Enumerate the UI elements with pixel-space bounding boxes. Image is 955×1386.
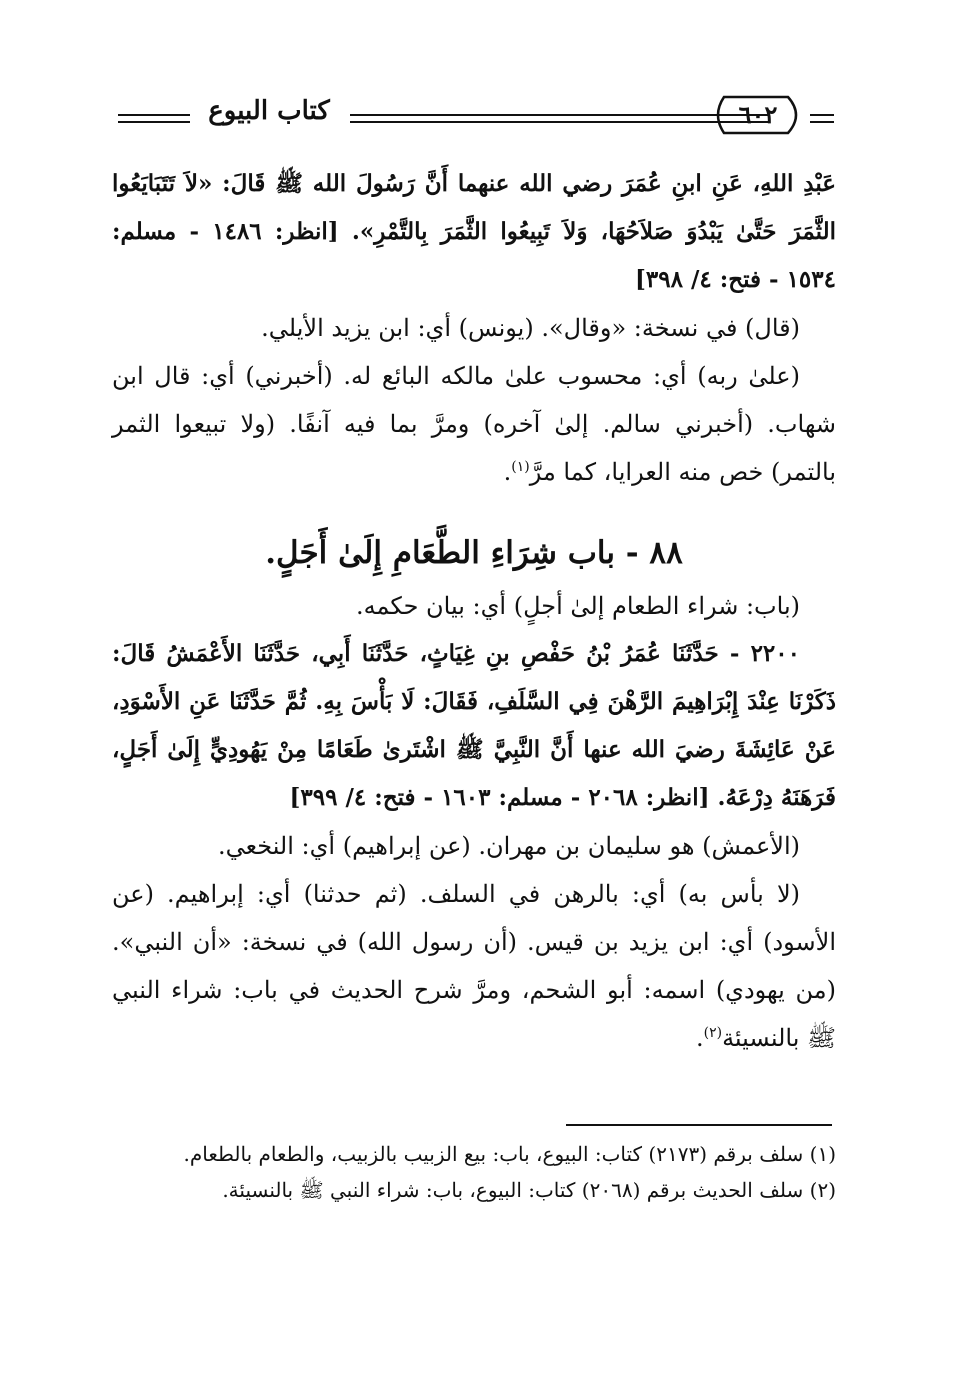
footnote-separator <box>566 1124 832 1126</box>
commentary-paragraph <box>112 352 836 496</box>
commentary-paragraph <box>112 870 836 1062</box>
main-text <box>112 160 836 1062</box>
commentary-end: . <box>695 1024 704 1052</box>
commentary-end: . <box>503 458 512 486</box>
running-header <box>118 92 834 142</box>
header-rule-left <box>118 114 190 123</box>
header-rule-right <box>810 114 834 123</box>
chapter-commentary: (باب: شراء الطعام إلىٰ أجلٍ) أي: بيان حكمه. <box>355 592 800 620</box>
footnote-1: (١) سلف برقم (٢١٧٣) كتاب: البيوع، باب: بيع الزبيب بالزبيب، والطعام بالطعام. <box>183 1142 836 1166</box>
header-rule-middle <box>350 114 770 123</box>
page-number: ٦٠٢ <box>738 100 778 129</box>
commentary-text: (لا بأس به) أي: بالرهن في السلف. (ثم حدثنا) أي: إبراهيم. (عن الأسود) أي: ابن يزيد بن قيس. (أن رسول الله) في نسخة: «أن النبي». (من يهودي) اسمه: أبو الشحم، ومرَّ شرح الحديث في باب: شراء النبي ﷺ بالنسيئة <box>112 880 836 1052</box>
header-title: كتاب البيوع <box>208 96 330 126</box>
hadith-text-continuation: عَبْدِ اللهِ، عَنِ ابنِ عُمَرَ رضي الله عنهما أَنَّ رَسُولَ الله ﷺ قَالَ: «لاَ تَتَبَايَعُوا الثَّمَرَ حَتَّىٰ يَبْدُوَ صَلاَحُهَا، وَلاَ تَبِيعُوا الثَّمَرَ بِالتَّمْرِ». [انظر: ١٤٨٦ - مسلم: ١٥٣٤ - فتح: ٤/ ٣٩٨] <box>112 170 836 293</box>
page-number-frame <box>710 94 806 136</box>
commentary-text: (علىٰ ربه) أي: محسوب علىٰ مالكه البائع له. (أخبرني) أي: قال ابن شهاب. (أخبرني سالم. إلىٰ آخره) ومرَّ بما فيه آنفًا. (ولا تبيعوا الثمر بالتمر) خص منه العرايا، كما مرَّ <box>112 362 836 486</box>
footnote-marker: (٢) <box>703 1025 723 1041</box>
footnote-2: (٢) سلف الحديث برقم (٢٠٦٨) كتاب: البيوع، باب: شراء النبي ﷺ بالنسيئة. <box>222 1178 836 1202</box>
commentary-paragraph: (الأعمش) هو سليمان بن مهران. (عن إبراهيم) أي: النخعي. <box>217 832 800 860</box>
chapter-heading: ٨٨ - باب شِرَاءِ الطَّعَامِ إِلَىٰ أَجَلٍ. <box>265 535 683 571</box>
footnote-marker: (١) <box>511 459 530 475</box>
hadith-text: ٢٢٠٠ - حَدَّثَنَا عُمَرُ بْنُ حَفْصِ بنِ غِيَاثٍ، حَدَّثَنَا أَبِي، حَدَّثَنَا الأَعْمَشُ قَالَ: ذَكَرْنَا عِنْدَ إِبْرَاهِيمَ الرَّهْنَ فِي السَّلَفِ، فَقَالَ: لَا بَأْسَ بِهِ. ثُمَّ حَدَّثَنَا عَنِ الأَسْوَدِ، عَنْ عَائِشَةَ رضيَ الله عنها أَنَّ النَّبِيَّ ﷺ اشْتَرىٰ طَعَامًا مِنْ يَهُودِيٍّ إِلَىٰ أَجَلٍ، فَرَهَنَهُ دِرْعَهُ. [انظر: ٢٠٦٨ - مسلم: ١٦٠٣ - فتح: ٤/ ٣٩٩] <box>112 640 836 811</box>
footnotes <box>112 1136 836 1208</box>
commentary-paragraph: (قال) في نسخة: «وقال». (يونس) أي: ابن يزيد الأيلي. <box>261 314 800 342</box>
